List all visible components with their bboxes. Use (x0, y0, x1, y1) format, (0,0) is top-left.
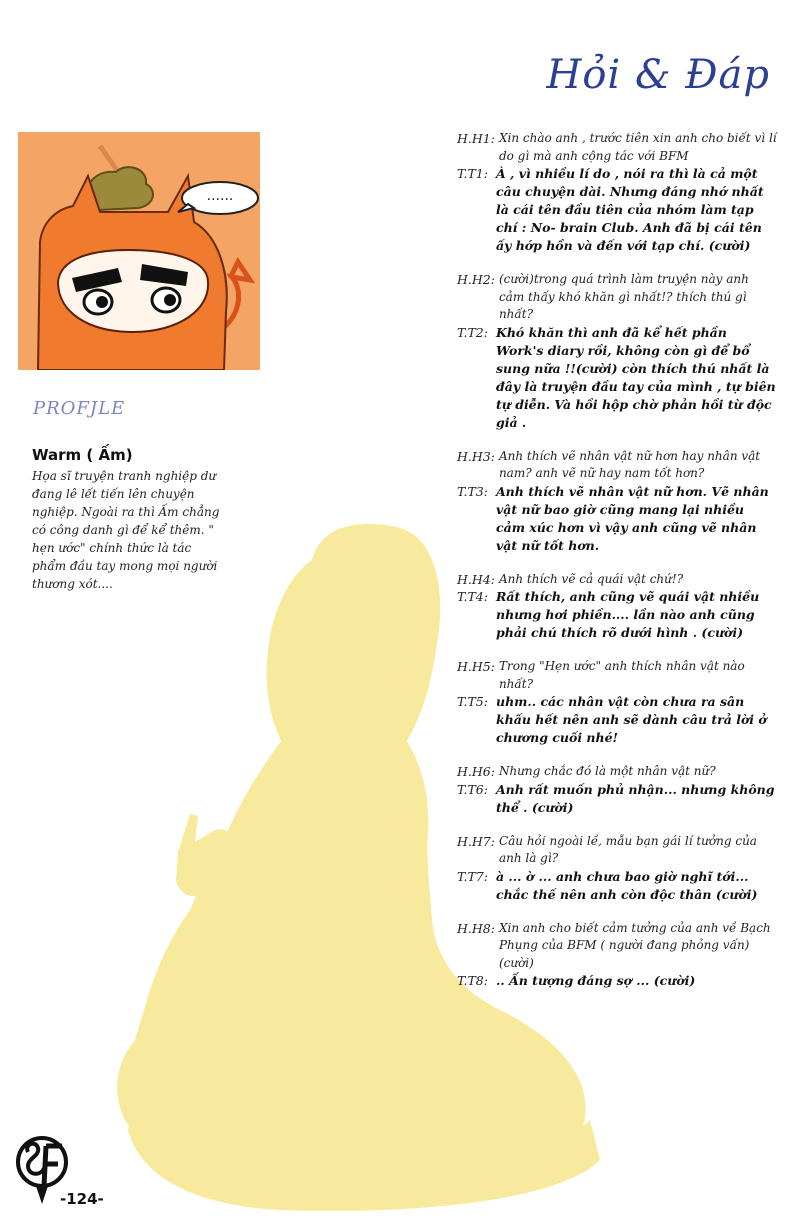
answer (457, 693, 777, 747)
question-text: Câu hỏi ngoài lề, mẫu bạn gái lí tưởng của anh là gì? (498, 833, 757, 865)
answer-text: Khó khăn thì anh đã kể hết phần Work's diary rồi, không còn gì để bổ sung nữa !!(cười) còn thích thú nhất là đây là truyện đầu tay của mình , tự biên tự diễn. Và hồi hộp chờ phản hồi từ độc giả . (495, 324, 776, 430)
profile-heading: PROFJLE (33, 398, 126, 419)
author-avatar (18, 132, 260, 370)
qa-block (457, 920, 777, 991)
page-number: -124- (60, 1190, 104, 1208)
question (457, 658, 777, 693)
answer (457, 324, 777, 432)
question-label: H.H6: (457, 764, 495, 779)
answer-label: T.T3: (457, 483, 488, 499)
qa-block (457, 271, 777, 432)
question-label: H.H5: (457, 659, 495, 674)
question-text: Xin anh cho biết cảm tưởng của anh về Bạch Phụng của BFM ( người đang phỏng vấn) (cười) (498, 920, 771, 970)
question-label: H.H4: (457, 571, 495, 587)
question (457, 448, 777, 483)
answer-text: uhm.. các nhân vật còn chưa ra sân khấu hết nên anh sẽ dành câu trả lời ở chương cuối nhé! (495, 694, 767, 745)
answer-label: T.T1: (457, 166, 488, 181)
question-label: H.H1: (457, 131, 495, 146)
question-text: Anh thích vẽ cả quái vật chứ!? (498, 571, 684, 586)
question-label: H.H2: (457, 272, 495, 287)
answer-label: T.T5: (457, 694, 488, 709)
question (457, 763, 777, 781)
answer-text: à ... ờ ... anh chưa bao giờ nghĩ tới... chắc thế nên anh còn độc thân (cười) (495, 868, 758, 902)
profile-name: Warm ( Ấm) (32, 446, 133, 464)
profile-description: Họa sĩ truyện tranh nghiệp dư đang lê lết tiến lên chuyện nghiệp. Ngoài ra thì Ấm chẳng có công danh gì để kể thêm. " hẹn ước" chính thức là tác phẩm đầu tay mong mọi người thương xót.... (32, 469, 220, 591)
qa-block (457, 130, 777, 255)
question (457, 920, 777, 973)
question-text: Trong "Hẹn ước" anh thích nhân vật nào nhất? (498, 659, 745, 691)
question-label: H.H7: (457, 833, 495, 849)
answer (457, 868, 777, 904)
qa-block (457, 833, 777, 904)
question-text: Nhưng chắc đó là một nhân vật nữ? (498, 764, 716, 778)
answer-text: Rất thích, anh cũng vẽ quái vật nhiều nhưng hơi phiền.... lần nào anh cũng phải chú thích rõ dưới hình . (cười) (495, 589, 760, 640)
answer-text: Anh rất muốn phủ nhận... nhưng không thể . (cười) (495, 781, 775, 815)
question-text: Anh thích vẽ nhân vật nữ hơn hay nhân vật nam? anh vẽ nữ hay nam tốt hơn? (498, 448, 761, 480)
question (457, 571, 777, 589)
answer (457, 972, 777, 990)
answer-label: T.T2: (457, 324, 488, 340)
qa-block (457, 571, 777, 643)
answer (457, 483, 777, 555)
question-label: H.H3: (457, 448, 495, 464)
page-title: Hỏi & Đáp (546, 52, 770, 98)
answer-text: .. Ấn tượng đáng sợ ... (cười) (495, 973, 696, 988)
answer (457, 781, 777, 817)
question (457, 271, 777, 324)
question (457, 130, 777, 165)
answer-text: Anh thích vẽ nhân vật nữ hơn. Vẽ nhân vật nữ bao giờ cũng mang lại nhiều cảm xúc hơn vì vậy anh cũng vẽ nhân vật nữ tốt hơn. (495, 483, 769, 553)
answer-label: T.T6: (457, 781, 488, 797)
question (457, 833, 777, 868)
answer (457, 588, 777, 642)
speech-bubble-text: ...... (206, 188, 234, 204)
answer-label: T.T4: (457, 589, 488, 604)
qa-block (457, 763, 777, 817)
question-text: (cười)trong quá trình làm truyện này anh cảm thấy khó khăn gì nhất!? thích thú gì nhất? (498, 272, 749, 321)
qa-section (457, 130, 777, 1006)
answer-label: T.T8: (457, 973, 488, 988)
qa-block (457, 448, 777, 555)
answer (457, 165, 777, 255)
question-label: H.H8: (457, 920, 495, 936)
question-text: Xin chào anh , trước tiên xin anh cho biết vì lí do gì mà anh cộng tác với BFM (498, 131, 777, 163)
qa-block (457, 658, 777, 747)
answer-text: À , vì nhiều lí do , nói ra thì là cả một câu chuyện dài. Nhưng đáng nhớ nhất là cái tên đầu tiên của nhóm làm tạp chí : No- brain Club. Anh đã bị cái tên ấy hớp hồn và đến với tạp chí. (cười) (495, 166, 764, 253)
answer-label: T.T7: (457, 868, 488, 884)
